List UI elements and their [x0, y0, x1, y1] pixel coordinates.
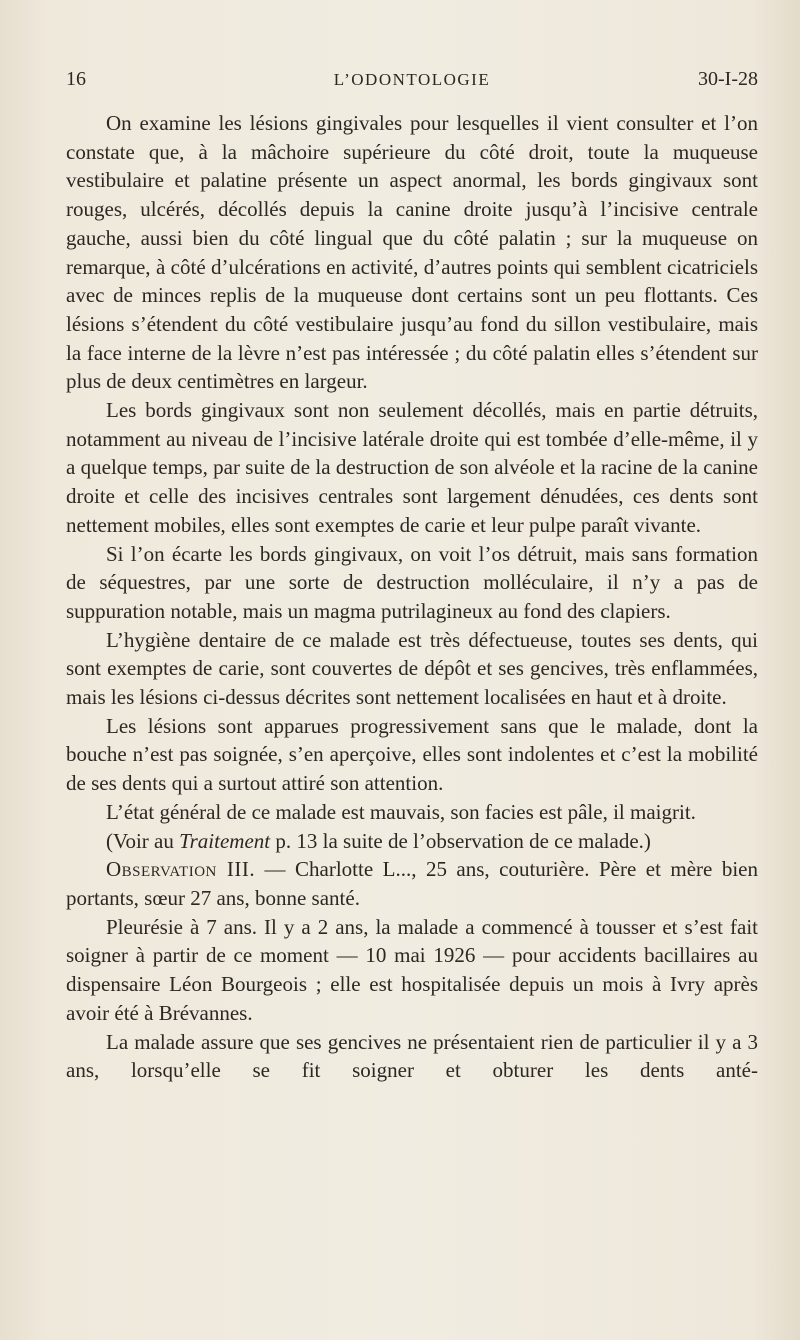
- observation-label: Observation III.: [106, 857, 256, 882]
- paragraph-4: L’hygiène dentaire de ce malade est très défectueuse, toutes ses dents, qui sont exemptes de carie, sont couvertes de dépôt et ses gencives, très enflammées, mais les lésions ci-dessus décrites sont nettement localisées en haut et à droite.: [66, 627, 758, 710]
- observation-text: — Charlotte L..., 25 ans, couturière. Père et mère bien portants, sœur 27 ans, bonne santé.: [66, 857, 758, 910]
- paragraph-5: Les lésions sont apparues progressivement sans que le malade, dont la bouche n’est pas soignée, s’en aperçoive, elles sont indolentes et c’est la mobilité de ses dents qui a surtout attiré son attention.: [66, 713, 758, 796]
- page-header: [66, 68, 758, 100]
- issue-date: 30-I-28: [698, 68, 758, 90]
- paragraph-3: Si l’on écarte les bords gingivaux, on voit l’os détruit, mais sans formation de séquestres, par une sorte de destruction molléculaire, il n’y a pas de suppuration notable, mais un magma putrilagineux au fond des clapiers.: [66, 541, 758, 623]
- observation-heading: [66, 855, 758, 912]
- voir-note-before: (Voir au: [106, 828, 180, 853]
- page-number: 16: [66, 68, 86, 90]
- voir-note-emphasis: Traitement: [179, 828, 271, 853]
- paragraph-2: Les bords gingivaux sont non seulement décollés, mais en partie détruits, notamment au niveau de l’incisive latérale droite qui est tombée d’elle-même, il y a quelque temps, par suite de la destruction de son alvéole et la racine de la canine droite et celle des incisives centrales sont largement dénudées, ces dents sont nettement mobiles, elles sont exemptes de carie et leur pulpe paraît vivante.: [66, 398, 758, 537]
- running-title: L’ODONTOLOGIE: [333, 70, 491, 89]
- paragraph-8: La malade assure que ses gencives ne présentaient rien de particulier il y a 3 ans, lorsqu’elle se fit soigner et obturer les dents anté-: [66, 1029, 758, 1083]
- voir-note: [66, 827, 758, 856]
- paragraph-1: On examine les lésions gingivales pour lesquelles il vient consulter et l’on constate que, à la mâchoire supérieure du côté droit, toute la muqueuse vestibulaire et palatine présente un aspect anormal, les bords gingivaux sont rouges, ulcérés, décollés depuis la canine droite jusqu’à l’incisive centrale gauche, aussi bien du côté lingual que du côté palatin ; sur la muqueuse on remarque, à côté d’ulcérations en activité, d’autres points qui semblent cicatriciels avec de minces replis de la muqueuse dont certains sont un peu flottants. Ces lésions s’étendent du côté vestibulaire jusqu’au fond du sillon vestibulaire, mais la face interne de la lèvre n’est pas intéressée ; du côté palatin elles s’étendent sur plus de deux centimètres en largeur.: [66, 111, 758, 394]
- paragraph-7: Pleurésie à 7 ans. Il y a 2 ans, la malade a commencé à tousser et s’est fait soigner à partir de ce moment — 10 mai 1926 — pour accidents bacillaires au dispensaire Léon Bourgeois ; elle est hospitalisée depuis un mois à Ivry après avoir été à Brévannes.: [66, 914, 758, 1025]
- paragraph-6: L’état général de ce malade est mauvais, son facies est pâle, il maigrit.: [106, 799, 696, 824]
- body-text: [66, 109, 758, 1085]
- voir-note-after: p. 13 la suite de l’observation de ce malade.): [270, 828, 651, 853]
